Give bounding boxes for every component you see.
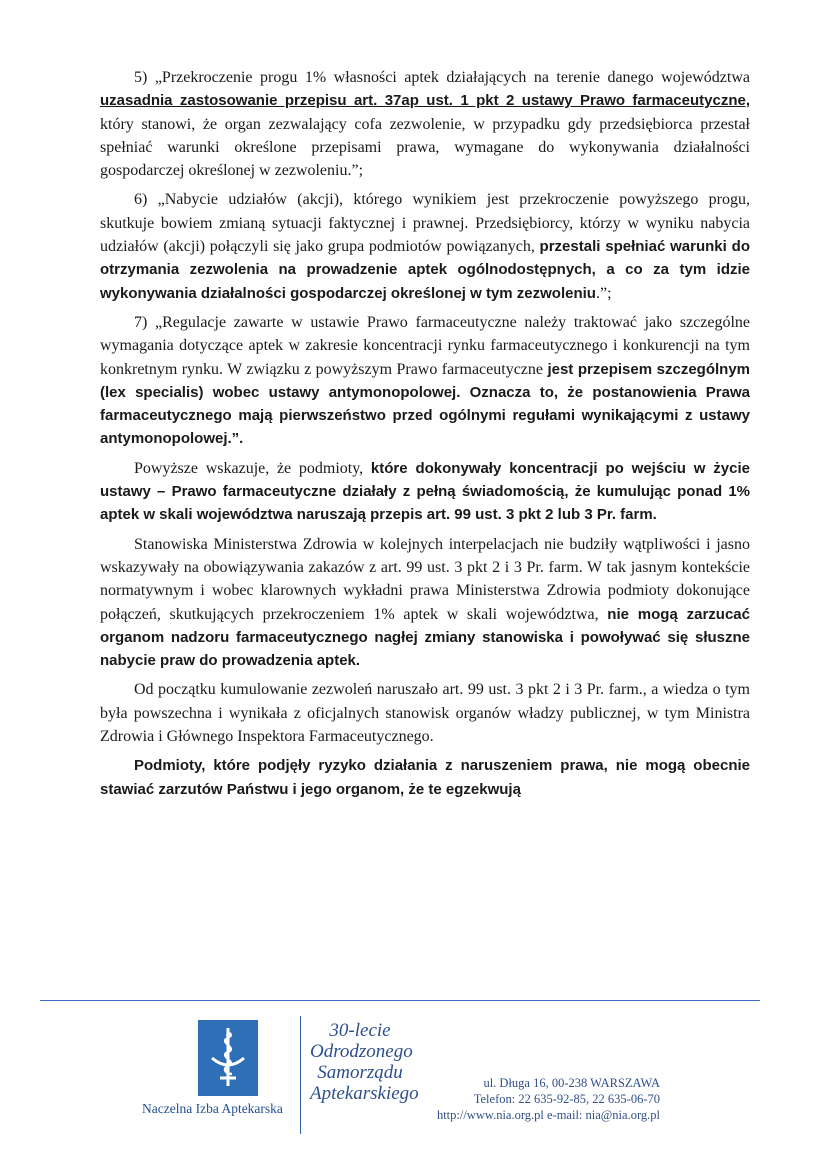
bold-text: Podmioty, które podjęły ryzyko działania z naruszeniem prawa, nie mogą obecnie stawiać zarzutów Państwu i jego organom, że te egzekwują: [100, 757, 750, 798]
paragraph-point-6: [100, 188, 750, 304]
footer-separator: [300, 1016, 301, 1134]
paragraph-conclusion: [100, 457, 750, 527]
contact-block: [420, 1075, 660, 1123]
address-line: ul. Długa 16, 00-238 WARSZAWA: [483, 1076, 660, 1090]
footer-divider: [40, 1000, 760, 1001]
anniversary-line: Aptekarskiego: [310, 1083, 419, 1104]
paragraph-point-7: [100, 311, 750, 451]
bold-text: nie mogą zarzucać organom nadzoru farmaceutycznego nagłej zmiany stanowiska i powoływać się słuszne nabycie praw do prowadzenia aptek.: [100, 605, 750, 670]
organization-name: Naczelna Izba Aptekarska: [142, 1101, 283, 1116]
bold-text: jest przepisem szczególnym (lex specialis) wobec ustawy antymonopolowej. Oznacza to, że postanowienia Prawa farmaceutycznego mają pierwszeństwo przed ogólnymi regułami wynikającymi z ustawy antymonopolowej.”.: [100, 360, 750, 448]
letter-body: [100, 66, 750, 807]
text: 6) „Nabycie udziałów (akcji), którego wynikiem jest przekroczenie powyższego progu, skutkuje bowiem zmianą sytuacji faktycznej i prawnej. Przedsiębiorcy, którzy w wyniku nabycia udziałów (akcji) połączyli się jako grupa podmiotów powiązanych,: [100, 191, 750, 256]
paragraph-cumulation: [100, 678, 750, 748]
bold-underlined-text: uzasadnia zastosowanie przepisu art. 37ap ust. 1 pkt 2 ustawy Prawo farmaceutyczne,: [100, 92, 750, 110]
text: 5) „Przekroczenie progu 1% własności aptek działających na terenie danego województwa: [134, 69, 750, 86]
text: który stanowi, że organ zezwalający cofa zezwolenie, w przypadku gdy przedsiębiorca przestał spełniać warunki określone przepisami prawa, wymagane do wykonywania działalności gospodarczej określonej w zezwoleniu.”;: [100, 115, 750, 180]
anniversary-line: Odrodzonego: [310, 1041, 413, 1062]
anniversary-mark: [310, 1020, 419, 1104]
caduceus-bowl-icon: [198, 1020, 258, 1096]
paragraph-entities: [100, 754, 750, 801]
text: Powyższe wskazuje, że podmioty,: [134, 459, 371, 477]
anniversary-line: Samorządu: [317, 1062, 403, 1083]
anniversary-line: 30-lecie: [329, 1020, 391, 1041]
bold-text: które dokonywały koncentracji po wejściu w życie ustawy – Prawo farmaceutyczne działały z pełną świadomością, że kumulując ponad 1% aptek w skali województwa naruszają przepis art. 99 ust. 3 pkt 2 lub 3 Pr. farm.: [100, 459, 750, 524]
text: Stanowiska Ministerstwa Zdrowia w kolejnych interpelacjach nie budziły wątpliwości i jasno wskazywały na obowiązywania zakazów z art. 99 ust. 3 pkt 2 i 3 Pr. farm. W tak jasnym kontekście normatywnym i wobec klarownych wykładni prawa Ministerstwa Zdrowia podmioty dokonujące połączeń, skutkujących przekroczeniem 1% aptek w skali województwa,: [100, 535, 750, 623]
paragraph-point-5: [100, 66, 750, 182]
phone-line: Telefon: 22 635-92-85, 22 635-06-70: [473, 1092, 660, 1106]
paragraph-ministry-positions: [100, 533, 750, 673]
bold-text: przestali spełniać warunki do otrzymania zezwolenia na prowadzenie aptek ogólnodostępnych, a co za tym idzie wykonywania działalności gospodarczej określonej w tym zezwoleniu: [100, 238, 750, 302]
web-email-line: http://www.nia.org.pl e-mail: nia@nia.org.pl: [436, 1108, 660, 1122]
text: Od początku kumulowanie zezwoleń naruszało art. 99 ust. 3 pkt 2 i 3 Pr. farm., a wiedza o tym była powszechna i wynikała z oficjalnych stanowisk organów władzy publicznej, w tym Ministra Zdrowia i Głównego Inspektora Farmaceutycznego.: [100, 681, 750, 746]
text: 7) „Regulacje zawarte w ustawie Prawo farmaceutyczne należy traktować jako szczególne wymagania dotyczące aptek w zakresie koncentracji rynku farmaceutycznego i konkurencji na tym konkretnym rynku. W związku z powyższym Prawo farmaceutyczne: [100, 313, 750, 378]
text: .”;: [595, 284, 612, 302]
